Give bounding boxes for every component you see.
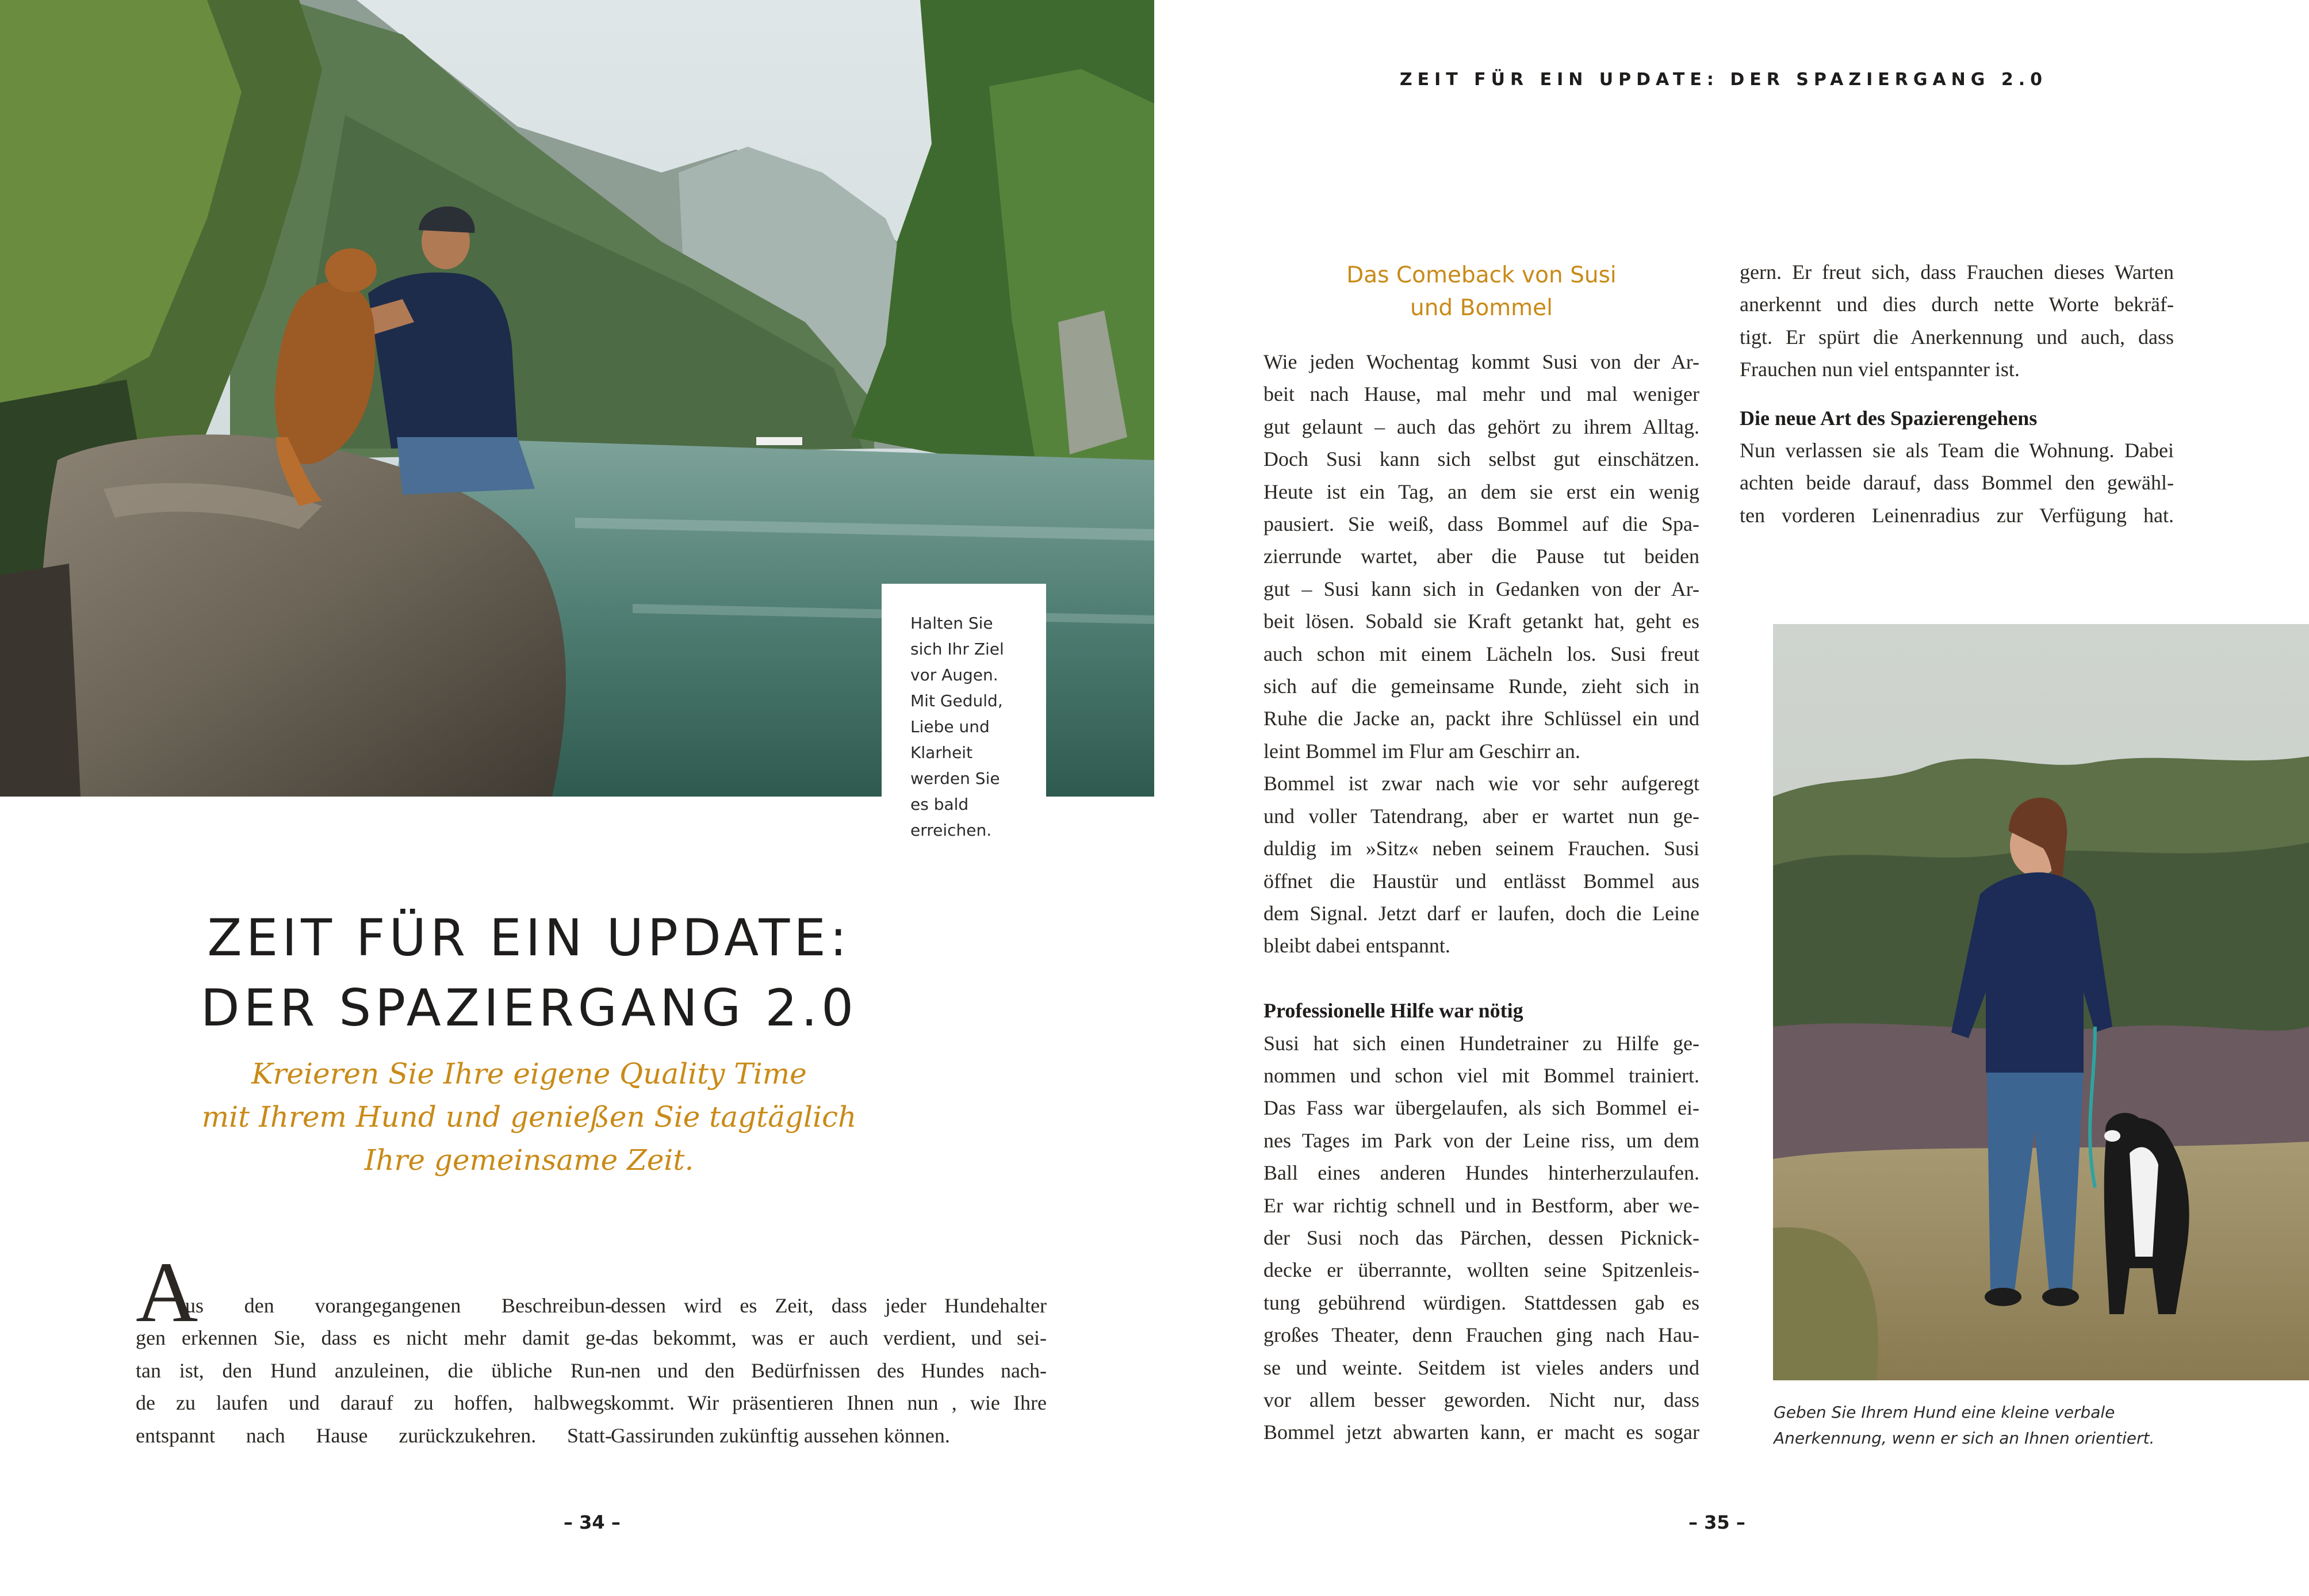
heading-line: Das Comeback von Susi bbox=[1346, 262, 1617, 288]
text-line: tan ist, den Hund anzuleinen, die übliche Run- bbox=[136, 1358, 612, 1382]
text-line: der Susi noch das Pärchen, dessen Picknick- bbox=[1263, 1226, 1699, 1249]
photo-caption bbox=[1774, 1399, 2291, 1451]
text-line: Heute ist ein Tag, an dem sie erst ein wenig bbox=[1263, 480, 1699, 503]
text-line: gut gelaunt – auch das gehört zu ihrem Alltag. bbox=[1263, 415, 1699, 438]
text-line: Bommel ist zwar nach wie vor sehr aufgeregt bbox=[1263, 772, 1699, 795]
text-line: Ruhe die Jacke an, packt ihre Schlüssel ein und bbox=[1263, 707, 1699, 730]
text-line: pausiert. Sie weiß, dass Bommel auf die Spa- bbox=[1263, 512, 1699, 536]
tip-line: Mit Geduld, bbox=[910, 691, 1003, 710]
text-line: achten beide darauf, dass Bommel den gewähl- bbox=[1740, 471, 2174, 495]
tip-line: vor Augen. bbox=[910, 665, 998, 684]
heading-line: und Bommel bbox=[1410, 295, 1553, 321]
text-line: tigt. Er spürt die Anerkennung und auch, dass bbox=[1740, 325, 2174, 349]
page-subtitle bbox=[173, 1052, 886, 1182]
text-line: Frauchen nun viel entspannter ist. bbox=[1740, 358, 2020, 381]
text-line: Doch Susi kann sich selbst gut einschätzen. bbox=[1263, 447, 1699, 471]
woman-dog-photo bbox=[1773, 624, 2309, 1380]
text-line: nommen und schon viel mit Bommel trainiert. bbox=[1263, 1063, 1699, 1087]
text-line: anerkennt und dies durch nette Worte bekräf- bbox=[1740, 293, 2174, 316]
spacer bbox=[1263, 962, 1699, 994]
text-line: leint Bommel im Flur am Geschirr an. bbox=[1263, 739, 1580, 763]
text-line: öffnet die Haustür und entlässt Bommel aus bbox=[1263, 869, 1699, 893]
text-line: zierrunde wartet, aber die Pause tut beiden bbox=[1263, 545, 1699, 568]
tip-line: sich Ihr Ziel bbox=[910, 640, 1004, 659]
text-line: sich auf die gemeinsame Runde, zieht sich in bbox=[1263, 675, 1699, 698]
text-line: Er war richtig schnell und in Bestform, aber we- bbox=[1263, 1193, 1699, 1217]
drop-cap: A bbox=[136, 1245, 198, 1340]
text-line: gut – Susi kann sich in Gedanken von der Ar- bbox=[1263, 577, 1699, 600]
subheading-new-walk: Die neue Art des Spazierengehens bbox=[1740, 406, 2038, 430]
caption-line: Anerkennung, wenn er sich an Ihnen orientiert. bbox=[1774, 1429, 2155, 1448]
intro-column-2 bbox=[611, 1289, 1047, 1452]
text-line: dem Signal. Jetzt darf er laufen, doch die Leine bbox=[1263, 901, 1699, 925]
intro-column-1 bbox=[136, 1289, 612, 1452]
tip-line: erreichen. bbox=[910, 821, 992, 840]
title-line: DER SPAZIERGANG 2.0 bbox=[200, 978, 858, 1038]
text-line: Ball eines anderen Hundes hinterherzulaufen. bbox=[1263, 1161, 1699, 1185]
text-line: dessen wird es Zeit, dass jeder Hundehalter bbox=[611, 1294, 1047, 1317]
tip-line: es bald bbox=[910, 795, 969, 814]
running-header: ZEIT FÜR EIN UPDATE: DER SPAZIERGANG 2.0 bbox=[1399, 70, 2047, 90]
text-line: nen und den Bedürfnissen des Hundes nach- bbox=[611, 1358, 1047, 1382]
spacer bbox=[1740, 386, 2174, 402]
text-line: duldig im »Sitz« neben seinem Frauchen. Susi bbox=[1263, 837, 1699, 860]
text-line: kommt. Wir präsentieren Ihnen nun , wie Ihre bbox=[611, 1391, 1047, 1415]
text-line: de zu laufen und darauf zu hoffen, halbwegs bbox=[136, 1391, 612, 1415]
text-line: Bommel jetzt abwarten kann, er macht es sogar bbox=[1263, 1421, 1699, 1444]
subtitle-line: Kreieren Sie Ihre eigene Quality Time bbox=[251, 1057, 807, 1090]
subtitle-line: Ihre gemeinsame Zeit. bbox=[364, 1143, 694, 1177]
page-title bbox=[115, 903, 943, 1043]
text-line: beit lösen. Sobald sie Kraft getankt hat, geht es bbox=[1263, 610, 1699, 633]
text-line: vor allem besser geworden. Nicht nur, dass bbox=[1263, 1388, 1699, 1411]
section-heading bbox=[1263, 259, 1699, 324]
tip-line: Klarheit bbox=[910, 743, 973, 762]
page-number-right: – 35 – bbox=[1688, 1511, 1745, 1533]
text-line: Susi hat sich einen Hundetrainer zu Hilfe ge- bbox=[1263, 1031, 1699, 1055]
text-line: und voller Tatendrang, aber er wartet nun ge- bbox=[1263, 804, 1699, 828]
text-line: tung gebührend würdigen. Stattdessen gab es bbox=[1263, 1291, 1699, 1314]
text-line: entspannt nach Hause zurückzukehren. Statt- bbox=[136, 1423, 612, 1447]
tip-line: Halten Sie bbox=[910, 614, 993, 633]
text-line: gern. Er freut sich, dass Frauchen dieses Warten bbox=[1740, 261, 2174, 284]
text-line: beit nach Hause, mal mehr und mal weniger bbox=[1263, 382, 1699, 406]
text-line: auch schon mit einem Lächeln los. Susi freut bbox=[1263, 642, 1699, 665]
text-line: decke er überrannte, wollten seine Spitzenleis- bbox=[1263, 1258, 1699, 1282]
subtitle-line: mit Ihrem Hund und genießen Sie tagtäglich bbox=[201, 1100, 857, 1134]
tip-box bbox=[882, 584, 1046, 854]
text-line: bleibt dabei entspannt. bbox=[1263, 934, 1450, 958]
text-line: das bekommt, was er auch verdient, und sei- bbox=[611, 1326, 1047, 1350]
text-line: se und weinte. Seitdem ist vieles anders und bbox=[1263, 1356, 1699, 1379]
middle-column bbox=[1263, 346, 1699, 1449]
caption-line: Geben Sie Ihrem Hund eine kleine verbale bbox=[1774, 1403, 2115, 1422]
text-line: gen erkennen Sie, dass es nicht mehr damit ge- bbox=[136, 1326, 612, 1350]
tip-line: Liebe und bbox=[910, 717, 990, 736]
tip-line: werden Sie bbox=[910, 769, 1000, 788]
text-line: Das Fass war übergelaufen, als sich Bommel ei- bbox=[1263, 1096, 1699, 1120]
page-number-left: – 34 – bbox=[564, 1511, 621, 1533]
title-line: ZEIT FÜR EIN UPDATE: bbox=[207, 908, 851, 967]
right-column bbox=[1740, 256, 2174, 531]
text-line: Gassirunden zukünftig aussehen können. bbox=[611, 1423, 950, 1447]
text-line: Wie jeden Wochentag kommt Susi von der Ar- bbox=[1263, 350, 1699, 373]
text-line: nes Tages im Park von der Leine riss, um dem bbox=[1263, 1128, 1699, 1152]
subheading-professional-help: Professionelle Hilfe war nötig bbox=[1263, 999, 1523, 1023]
text-line: Nun verlassen sie als Team die Wohnung. Dabei bbox=[1740, 439, 2174, 462]
text-line: ten vorderen Leinenradius zur Verfügung hat. bbox=[1740, 503, 2174, 527]
text-line: us den vorangegangenen Beschreibun- bbox=[185, 1294, 612, 1317]
text-line: großes Theater, denn Frauchen ging nach Hau- bbox=[1263, 1323, 1699, 1347]
